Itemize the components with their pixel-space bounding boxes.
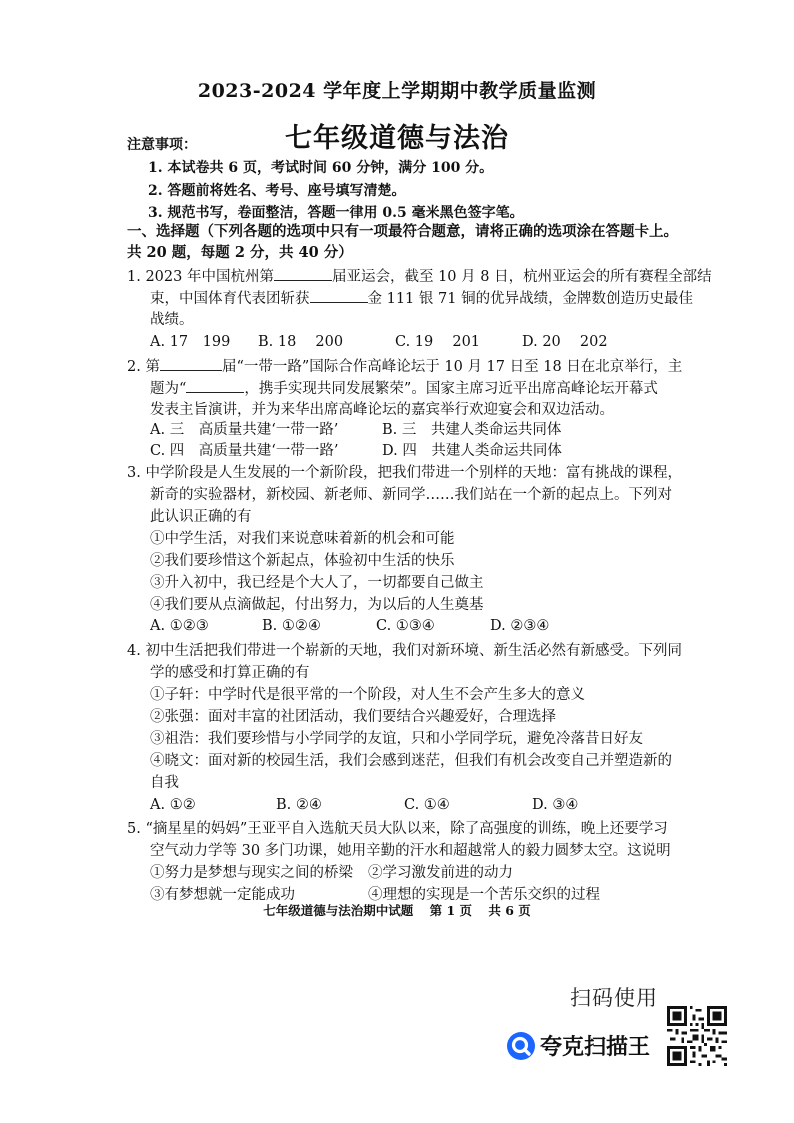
statement-item: ②学习激发前进的动力 [368, 865, 513, 881]
scanner-brand: 夸克扫描王 [540, 1035, 651, 1060]
option-a: A. ①② [150, 797, 196, 813]
option-c: C. 四 高质量共建‘一带一路’ [150, 443, 339, 459]
question-1-line: 战绩。 [150, 312, 194, 328]
question-1-line: 1. 2023 年中国杭州第 届亚运会，截至 10 月 8 日，杭州亚运会的所有赛程全部结 [127, 266, 712, 287]
option-c: C. 19 201 [395, 334, 481, 350]
question-4-line: 4. 初中生活把我们带进一个崭新的天地，我们对新环境、新生活必然有新感受。下列同 [127, 643, 682, 659]
question-2-line: 2. 第 届“一带一路”国际合作高峰论坛于 10 月 17 日至 18 日在北京举行，主 [127, 356, 682, 377]
question-5-line: 空气动力学等 30 多门功课，她用辛勤的汗水和超越常人的毅力圆梦太空。这说明 [150, 843, 671, 859]
exam-title: 2023-2024 学年度上学期期中教学质量监测 [197, 80, 597, 102]
page-footer [0, 901, 794, 919]
statement-item: ③祖浩：我们要珍惜与小学同学的友谊，只和小学同学玩，避免冷落昔日好友 [150, 731, 643, 747]
answer-blank [186, 378, 244, 393]
statement-item: 自我 [150, 775, 179, 791]
question-3-line: 3. 中学阶段是人生发展的一个新阶段，把我们带进一个别样的天地：富有挑战的课程， [127, 465, 682, 481]
question-4-line: 学的感受和打算正确的有 [150, 665, 310, 681]
option-d: D. 四 共建人类命运共同体 [382, 443, 562, 459]
answer-blank [310, 288, 368, 303]
question-2-line: 题为“ ，携手实现共同发展繁荣”。国家主席习近平出席高峰论坛开幕式 [150, 378, 658, 399]
question-5-line: 5. “摘星星的妈妈”王亚平自入选航天员大队以来，除了高强度的训练，晚上还要学习 [127, 821, 668, 837]
statement-item: ②我们要珍惜这个新起点，体验初中生活的快乐 [150, 553, 455, 569]
statement-item: ④理想的实现是一个苦乐交织的过程 [368, 887, 600, 903]
statement-item: ④我们要从点滴做起，付出努力，为以后的人生奠基 [150, 597, 484, 613]
answer-blank [160, 356, 222, 371]
answer-blank [274, 266, 332, 281]
statement-item: ③升入初中，我已经是个大人了，一切都要自己做主 [150, 575, 484, 591]
notice-item: 1. 本试卷共 6 页，考试时间 60 分钟，满分 100 分。 [148, 160, 494, 176]
statement-item: ①努力是梦想与现实之间的桥梁 [150, 865, 353, 881]
statement-item: ①中学生活，对我们来说意味着新的机会和可能 [150, 531, 455, 547]
statement-item: ④晓文：面对新的校园生活，我们会感到迷茫，但我们有机会改变自己并塑造新的 [150, 753, 672, 769]
question-2-line: 发表主旨演讲，并为来华出席高峰论坛的嘉宾举行欢迎宴会和双边活动。 [150, 402, 614, 418]
notice-heading: 注意事项： [127, 137, 197, 153]
footer-exam-name: 七年级道德与法治期中试题 [263, 903, 414, 918]
qr-code-icon[interactable] [667, 1006, 727, 1066]
subject-title: 七年级道德与法治 [285, 123, 509, 154]
question-3-line: 此认识正确的有 [150, 509, 252, 525]
option-b: B. ①②④ [262, 618, 321, 634]
section-heading: 一、选择题（下列各题的选项中只有一项最符合题意，请将正确的选项涂在答题卡上。 [127, 223, 678, 240]
statement-item: ②张强：面对丰富的社团活动，我们要结合兴趣爱好，合理选择 [150, 709, 556, 725]
notice-item: 3. 规范书写，卷面整洁，答题一律用 0.5 毫米黑色签字笔。 [148, 205, 524, 221]
option-a: A. 17 199 [150, 334, 231, 350]
footer-page: 第 1 页 [429, 903, 472, 918]
option-c: C. ①③④ [376, 618, 435, 634]
option-a: A. 三 高质量共建‘一带一路’ [150, 422, 339, 438]
footer-total: 共 6 页 [488, 903, 531, 918]
notice-item: 2. 答题前将姓名、考号、座号填写清楚。 [148, 183, 406, 199]
question-3-line: 新奇的实验器材，新校园、新老师、新同学……我们站在一个新的起点上。下列对 [150, 487, 672, 503]
option-d: D. 20 202 [522, 334, 608, 350]
statement-item: ①子轩：中学时代是很平常的一个阶段，对人生不会产生多大的意义 [150, 687, 585, 703]
option-d: D. ②③④ [490, 618, 550, 634]
section-heading-cont: 共 20 题，每题 2 分，共 40 分） [127, 244, 353, 261]
option-b: B. 18 200 [258, 334, 344, 350]
option-d: D. ③④ [532, 797, 579, 813]
option-c: C. ①④ [404, 797, 450, 813]
option-b: B. ②④ [276, 797, 322, 813]
statement-item: ③有梦想就一定能成功 [150, 887, 295, 903]
quark-logo-icon [505, 1030, 537, 1062]
option-b: B. 三 共建人类命运共同体 [382, 422, 562, 438]
question-1-line: 束，中国体育代表团斩获 金 111 银 71 铜的优异战绩，金牌数创造历史最佳 [150, 288, 693, 309]
scan-prompt: 扫码使用 [570, 986, 658, 1010]
option-a: A. ①②③ [150, 618, 209, 634]
